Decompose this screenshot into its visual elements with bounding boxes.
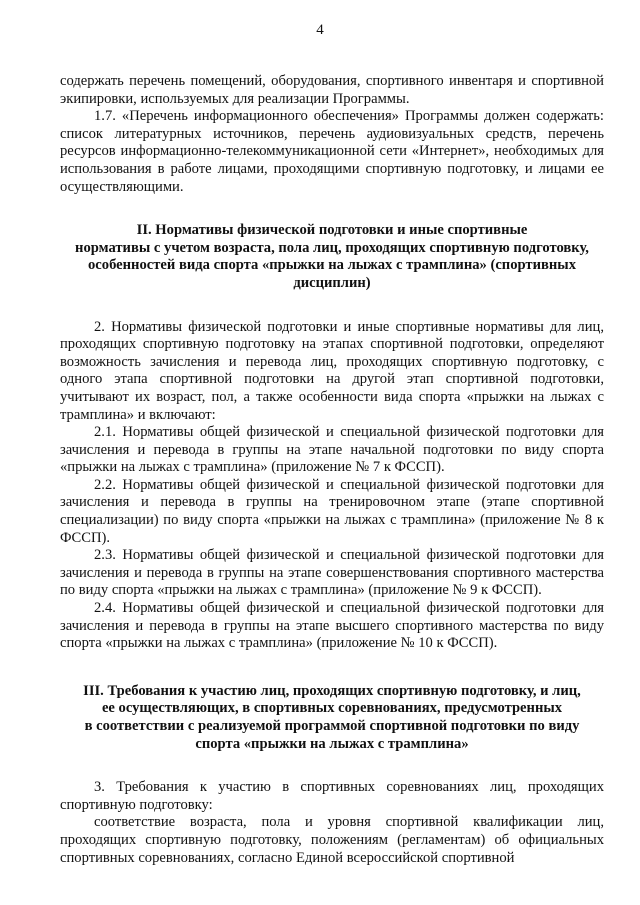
section-3-heading-line: в соответствии с реализуемой программой спортивной подготовки по виду [84,718,580,734]
paragraph-3-requirement: соответствие возраста, пола и уровня спортивной квалификации лиц, проходящих спортивную подготовку, положениям (регламентам) об официальных спортивных соревнованиях, согласно Единой всероссийской спортивной [60,814,604,866]
paragraph-2-3: 2.3. Нормативы общей физической и специальной физической подготовки для зачисления и перевода в группы на этапе совершенствования спортивного мастерства по виду спорта «прыжки на лыжах с трамплина» (приложение № 9 к ФССП). [60,547,604,599]
paragraph-1-7: 1.7. «Перечень информационного обеспечения» Программы должен содержать: список литературных источников, перечень аудиовизуальных средств, перечень ресурсов информационно-телекоммуникационной сети «Интернет», необходимых для использования в работе лицами, проходящими спортивную подготовку, и лицами ее осуществляющими. [60,108,604,195]
section-2-heading-line: II. Нормативы физической подготовки и иные спортивные [136,222,528,239]
section-2-heading-line: нормативы с учетом возраста, пола лиц, проходящих спортивную подготовку, [75,239,589,256]
section-3-heading-line: ее осуществляющих, в спортивных соревнованиях, предусмотренных [101,700,563,717]
paragraph-2: 2. Нормативы физической подготовки и иные спортивные нормативы для лиц, проходящих спортивную подготовку на этапах спортивной подготовки, определяют возможность зачисления и перевода лиц, проходящих спортивную подготовку, с одного этапа спортивной подготовки на другой этап спортивной подготовки, учитывают их возраст, пол, а также особенности вида спорта «прыжки на лыжах с трамплина» и включают: [60,318,604,423]
paragraph-3: 3. Требования к участию в спортивных соревнованиях лиц, проходящих спортивную подготовку: [60,779,604,813]
section-3-heading-line: III. Требования к участию лиц, проходящих спортивную подготовку, и лиц, [83,682,581,699]
paragraph-continuation: содержать перечень помещений, оборудования, спортивного инвентаря и спортивной экипировки, используемых для реализации Программы. [60,73,604,107]
section-2-heading-line: особенностей вида спорта «прыжки на лыжах с трамплина» (спортивных [88,257,576,274]
section-2-heading-line: дисциплин) [293,274,371,291]
page-content [60,73,604,867]
section-3-heading [60,683,604,753]
paragraph-2-2: 2.2. Нормативы общей физической и специальной физической подготовки для зачисления и перевода в группы на тренировочном этапе (этапе спортивной специализации) по виду спорта «прыжки на лыжах с трамплина» (приложение № 8 к ФССП). [60,476,604,546]
paragraph-2-1: 2.1. Нормативы общей физической и специальной физической подготовки для зачисления и перевода в группы на этапе начальной подготовки по виду спорта «прыжки на лыжах с трамплина» (приложение № 7 к ФССП). [60,424,604,476]
section-3-heading-line: спорта «прыжки на лыжах с трамплина» [195,735,469,752]
page-number: 4 [316,22,324,38]
paragraph-2-4: 2.4. Нормативы общей физической и специальной физической подготовки для зачисления и перевода в группы на этапе высшего спортивного мастерства по виду спорта «прыжки на лыжах с трамплина» (приложение № 10 к ФССП). [60,600,604,652]
section-2-heading [60,222,604,292]
